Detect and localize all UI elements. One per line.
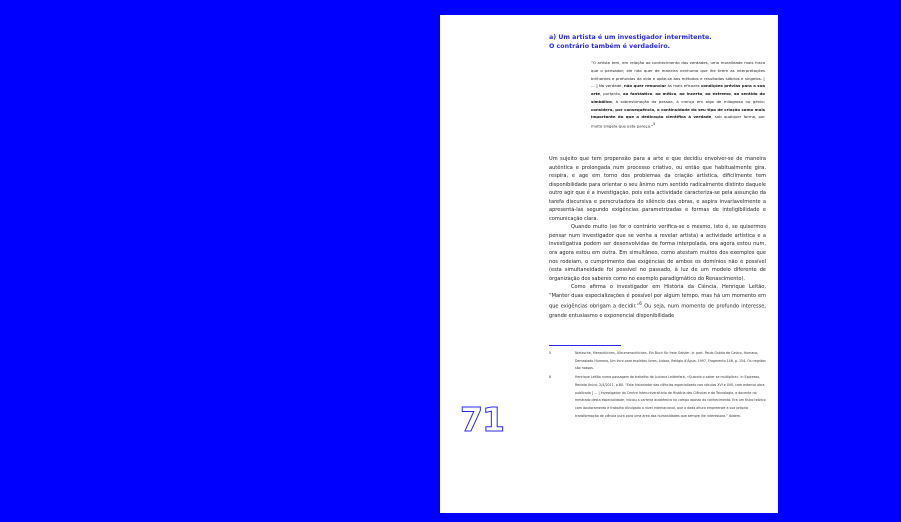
- quote-text: , à sobrestimação da pessoa, à crença em algo de milagroso no génio:: [611, 98, 765, 104]
- section-heading-line-1: a) Um artista é um investigador intermitente.: [549, 34, 712, 41]
- quote-text: ,: [676, 91, 680, 96]
- quote-bold: ao incerto: [679, 91, 703, 96]
- quote-text: , sob qualquer forma, por muito singela que esta pareça.”: [591, 114, 765, 129]
- quote-bold: não quer renunciar: [624, 83, 667, 89]
- quote-bold: ao mítico: [655, 91, 677, 96]
- quote-text: às mais eficazes: [666, 83, 701, 89]
- footnote: [549, 350, 766, 373]
- quote-bold: ao sentido do simbólico: [591, 91, 765, 104]
- page-number: 71: [460, 400, 504, 439]
- block-quote: [591, 59, 765, 130]
- section-heading: [549, 33, 712, 51]
- quote-text: ,: [702, 91, 706, 96]
- footnote-text: Henrique Leitão numa passagem do trabalho de Luciana Leiderfarb, «Quando o saber se multiplica», in Expresso, Revista Única, 2/4/2011, p.60. “Este historiador das ciências especializado nos séculos XVI e XVII, com extensa obra publicada [ ... ] investigador do Centro Interuniversitário de História das Ciências e da Tecnologia, e docente no mestrado desta especialidade, iniciou a carreira académica no campo oposto do conhecimento. Era um físico teórico com doutoramento e trabalho divulgado a nível internacional, que a dada altura empreende a sua própria transformação de ciência pura para uma área das humanidades que sempre lhe interessara.” Ibidem.: [575, 375, 766, 418]
- quote-text: ,: [652, 91, 656, 96]
- paragraph-1: Um sujeito que tem propensão para a arte e que decidiu envolver-se de maneira autêntica e prolongada num processo criativo, ou então que habitualmente gira, respira, e age em torno dos problemas da criação artística, dificilmente tem disponibilidade para orientar o seu ânimo num sentido radicalmente distinto daquele outro agir que é a investigação, pois esta actividade caracteriza-se pela assunção da tarefa discursiva e perscrutadora do silêncio das obras, e aspira invariavelmente a apresentá-las segundo exigências parametrizadas e formas de inteligibilidade e comunicação clara.: [549, 156, 766, 222]
- quote-bold: ao fantástico: [622, 91, 653, 96]
- section-heading-line-2: O contrário também é verdadeiro.: [549, 43, 671, 50]
- quote-bold: considera, por consequência, a continuidade do seu tipo de criação como mais importante do que a dedicação científica à verdade: [591, 106, 765, 120]
- quote-bold: ao extremo: [705, 91, 731, 96]
- book-page: [440, 15, 778, 513]
- footnote-text: Nietzsche, Menschliches, Allzumenschliches. Ein Buch für freie Geister, tr. port. Paulo Osório de Castro, Humano, Demasiado Humano. Um livro para espíritos livres, Lisboa, Relógio d’Água, 1997, Fragmento 146, p. 154. Os negritos são nossos.: [575, 351, 766, 371]
- quote-text: ,: [730, 91, 734, 96]
- footnotes: [549, 350, 766, 421]
- paragraph-3-text: Ou seja, num momento de profundo interesse, grande entusiasmo e exponencial disponibilidade: [549, 303, 766, 319]
- paragraph-2: Quando muito (se for o contrário verifica-se o mesmo, isto é, se quisermos pensar num investigador que se venha a revelar artista) a actividade artística e a investigativa podem ser desenvolvidas de forma interpolada, ora agora estou num, ora agora estou em outra. Em simultâneo, como atestam muitos dos exemplos que nos rodeiam, o cumprimento das exigências de ambos os domínios não é possível (esta simultaneidade foi possível no passado, à luz de um modelo diferente de organização dos saberes como no exemplo paradigmático do Renascimento).: [549, 224, 766, 282]
- quote-text: , portanto,: [600, 91, 623, 96]
- footnote-number: 5: [549, 351, 552, 355]
- paragraph-3: [549, 283, 766, 320]
- footnote-reference[interactable]: 5: [653, 122, 656, 126]
- body-text: [549, 155, 766, 320]
- paragraph-3-text: Como afirma o investigador em História da Ciência, Henrique Leitão, “Manter duas especializações é possível por algum tempo, mas há um momento em que exigências obrigam a decidir.”: [549, 284, 766, 310]
- quote-bold: condições prévias para a sua arte: [591, 83, 765, 96]
- footnote-divider: [549, 345, 621, 346]
- footnote-number: 6: [549, 375, 552, 380]
- footnote: [549, 374, 766, 420]
- footnote-reference[interactable]: 6: [639, 301, 642, 307]
- quote-text: “O artista tem, em relação ao conhecimento das verdades, uma moralidade mais fraca que o pensador; ele não quer de maneira nenhuma que lhe tirem as interpretações brilhantes e profundas da vida e opõe-se aos métodos e resultados sóbrios e singelos. [ ... ] Na verdade,: [591, 60, 765, 89]
